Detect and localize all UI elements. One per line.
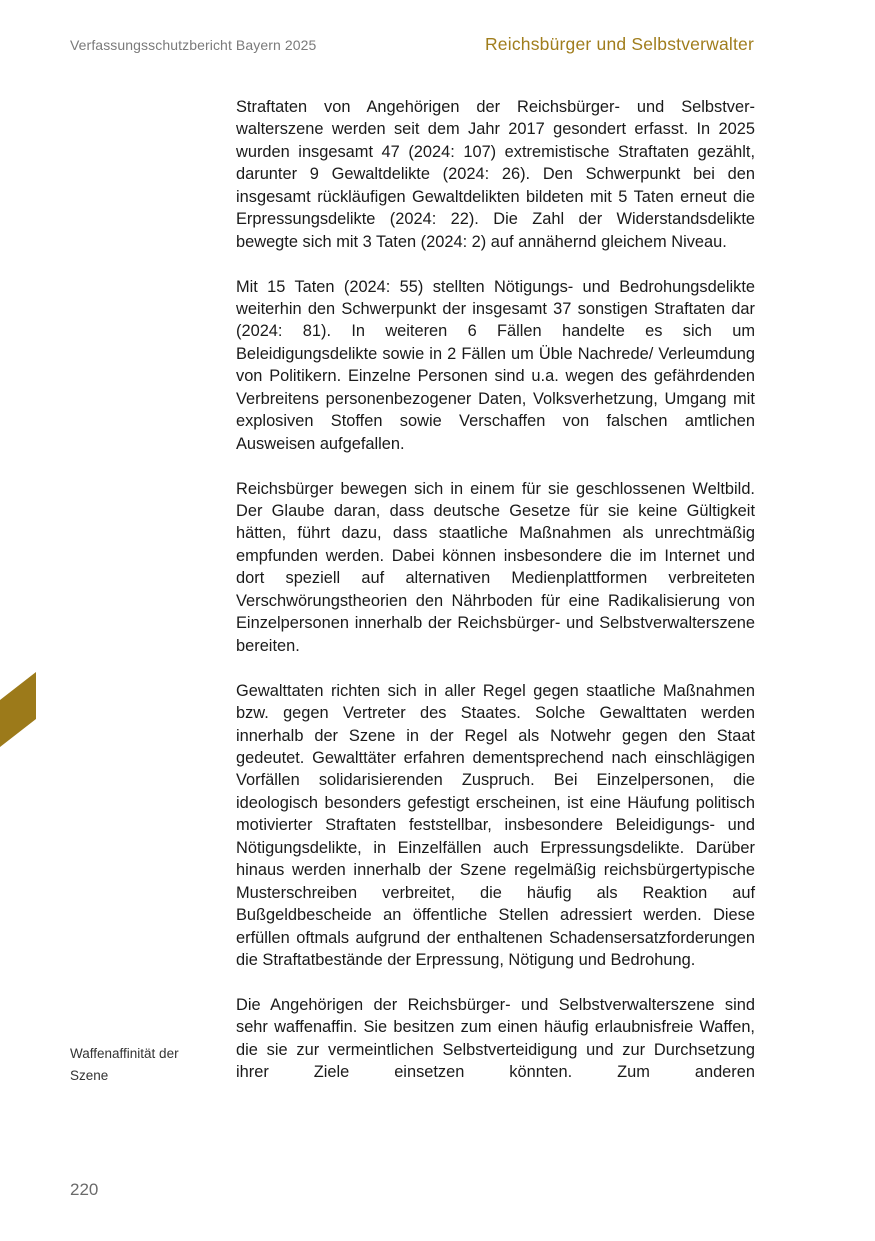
chapter-edge-tab <box>0 672 36 747</box>
paragraph-other-offenses: Mit 15 Taten (2024: 55) stellten Nötigungs- und Bedrohungsdelikte weiterhin den Schwerpunkt der insgesamt 37 sonstigen Straftaten dar (2024: 81). In weiteren 6 Fällen handelte es sich um Beleidigungsdelikte sowie in 2 Fällen um Üble Nachrede/ Verleumdung von Politikern. Einzelne Personen sind u.a. wegen des gefährdenden Verbreitens personenbezogener Daten, Volksverhetzung, Umgang mit explosiven Stoffen sowie Verschaffen von falschen amtlichen Ausweisen aufgefallen. <box>236 277 755 453</box>
chapter-title: Reichsbürger und Selbstverwalter <box>484 34 754 54</box>
paragraph-worldview: Reichsbürger bewegen sich in einem für sie geschlossenen Weltbild. Der Glaube daran, dass deutsche Gesetze für sie keine Gültigkeit hätten, führt dazu, dass staatliche Maßnahmen als unrechtmäßig empfunden werden. Dabei können insbesondere die im Internet und dort speziell auf alternativen Medienplattformen verbreiteten Verschwörungstheorien den Nährboden für eine Radikalisierung von Einzelpersonen innerhalb der Reichsbürger- und Selbstverwalterszene bereiten. <box>236 479 755 655</box>
margin-note: Waffenaffinität der Szene <box>70 1046 179 1083</box>
paragraph-crime-statistics: Straftaten von Angehörigen der Reichsbürger- und Selbstverwalterszene werden seit dem Jahr 2017 gesondert erfasst. In 2025 wurden insgesamt 47 (2024: 107) extremistische Straftaten gezählt, darunter 9 Gewaltdelikte (2024: 26). Den Schwerpunkt bei den insgesamt rückläufigen Gewaltdelikten bildeten mit 5 Taten erneut die Erpressungsdelikte (2024: 22). Die Zahl der Widerstandsdelikte bewegte sich mit 3 Taten (2024: 2) auf annähernd gleichem Niveau. <box>236 98 755 251</box>
page-number: 220 <box>70 1180 99 1199</box>
paragraph-violence: Gewalttaten richten sich in aller Regel gegen staatliche Maßnahmen bzw. gegen Vertreter des Staates. Solche Gewalttaten werden innerhalb der Szene in der Regel als Notwehr gegen den Staat gedeutet. Gewalttäter erfahren dementsprechend nach einschlägigen Vorfällen solidarisierenden Zuspruch. Bei Einzelpersonen, die ideologisch besonders gefestigt erscheinen, ist eine Häufung politisch motivierter Straftaten feststellbar, insbesondere Beleidigungs- und Nötigungsdelikte, in Einzelfällen auch Erpressungsdelikte. Darüber hinaus werden innerhalb der Szene regelmäßig reichsbürgertypische Musterschreiben verbreitet, die häufig als Reaktion auf Bußgeldbescheide an öffentliche Stellen adressiert werden. Diese erfüllen oftmals aufgrund der enthaltenen Schadensersatzforderungen die Straftatbestände der Erpressung, Nötigung und Bedrohung. <box>236 681 755 970</box>
body-text <box>236 96 755 1106</box>
report-title: Verfassungsschutzbericht Bayern 2025 <box>70 37 317 53</box>
paragraph-weapons-affinity: Die Angehörigen der Reichsbürger- und Selbstverwalterszene sind sehr waffenaffin. Sie besitzen zum einen häufig erlaubnisfreie Waffen, die sie zur vermeintlichen Selbstverteidigung und zur Durchsetzung ihrer Ziele einsetzen könnten. Zum anderen <box>236 995 755 1082</box>
